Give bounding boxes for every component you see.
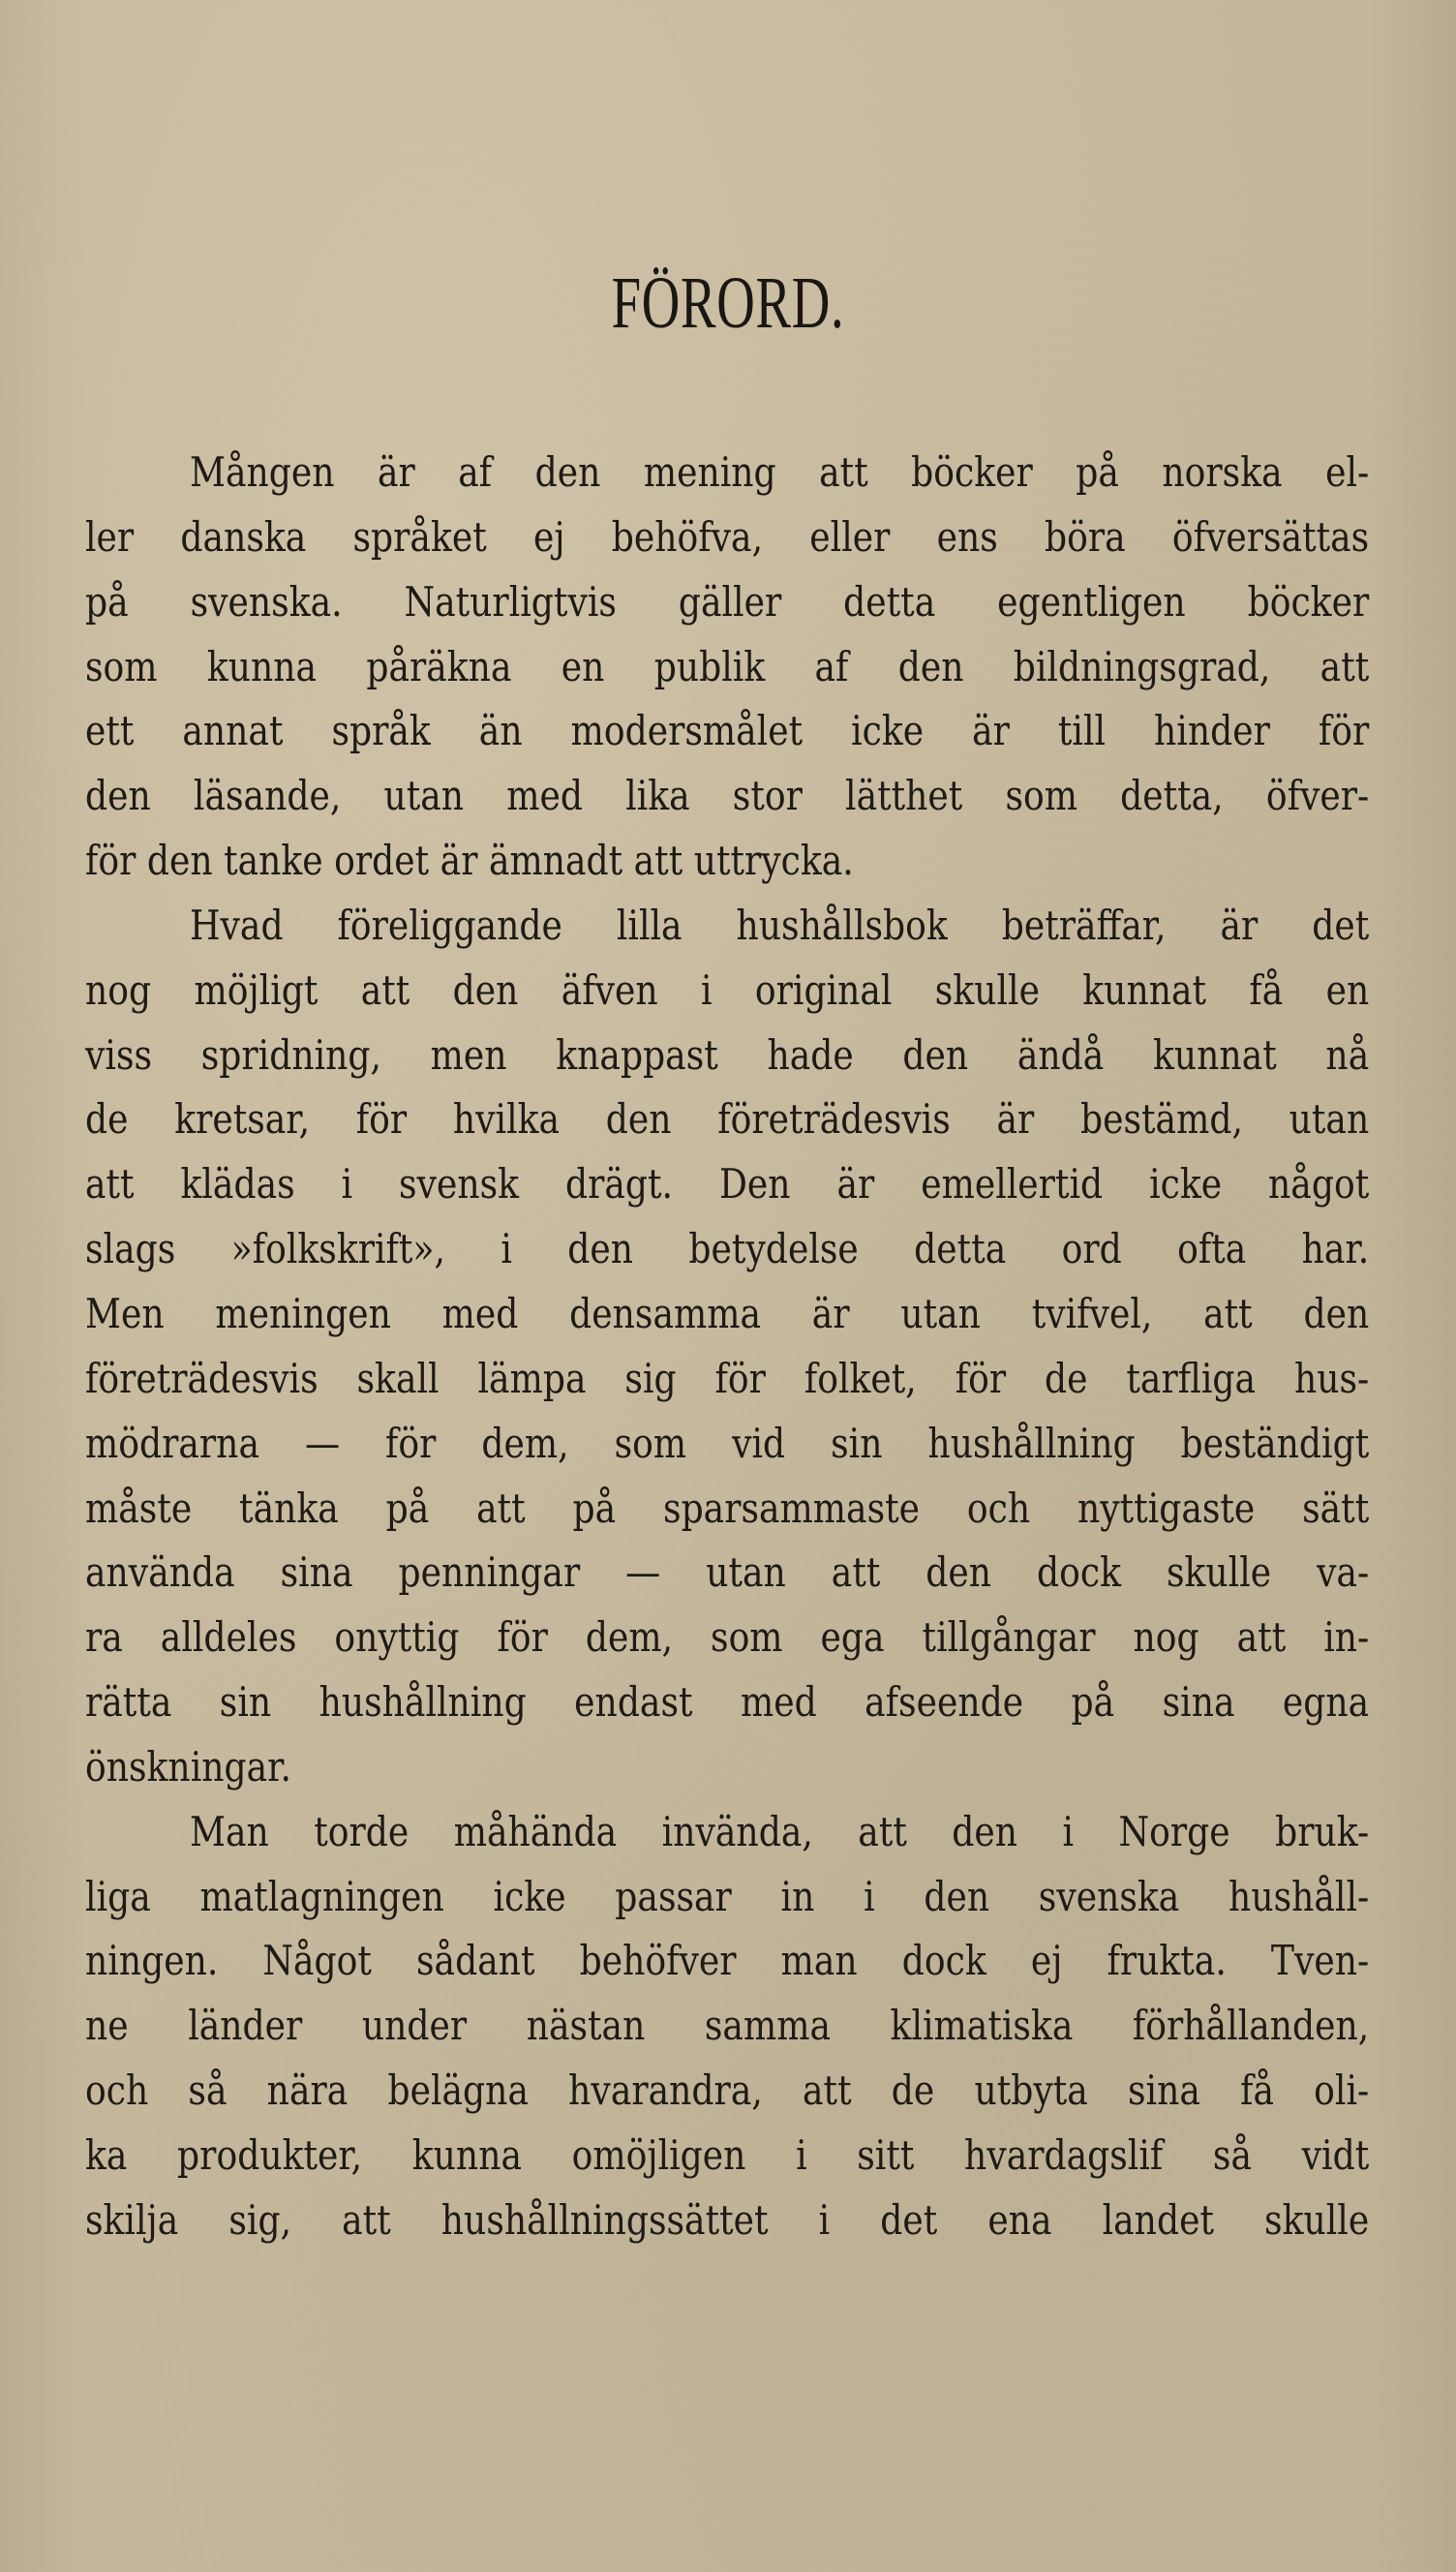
text-line: Mången är af den mening att böcker på norska el- bbox=[190, 448, 1370, 496]
text-line: ka produkter, kunna omöjligen i sitt hvardagslif så vidt bbox=[85, 2130, 1370, 2179]
text-line: att klädas i svensk drägt. Den är emellertid icke något bbox=[85, 1160, 1370, 1209]
text-line: rätta sin hushållning endast med afseende på sina egna bbox=[85, 1678, 1370, 1727]
text-line: använda sina penningar — utan att den dock skulle va- bbox=[85, 1548, 1370, 1597]
preface-body bbox=[85, 441, 1369, 2253]
text-line: ler danska språket ej behöfva, eller ens böra öfversättas bbox=[85, 512, 1370, 561]
text-line: företrädesvis skall lämpa sig för folket, för de tarfliga hus- bbox=[85, 1354, 1370, 1402]
text-line: de kretsar, för hvilka den företrädesvis är bestämd, utan bbox=[85, 1095, 1370, 1144]
text-line: och så nära belägna hvarandra, att de utbyta sina få oli- bbox=[85, 2067, 1370, 2115]
page-title: FÖRORD. bbox=[611, 262, 845, 344]
text-line: Man torde måhända invända, att den i Norge bruk- bbox=[190, 1807, 1370, 1855]
text-line: för den tanke ordet är ämnadt att uttrycka. bbox=[85, 837, 854, 885]
text-line: som kunna påräkna en publik af den bildningsgrad, att bbox=[85, 642, 1370, 690]
text-line: på svenska. Naturligtvis gäller detta egentligen böcker bbox=[85, 577, 1370, 626]
text-line: ra alldeles onyttig för dem, som ega tillgångar nog att in- bbox=[85, 1613, 1370, 1662]
text-line: viss spridning, men knappast hade den ändå kunnat nå bbox=[85, 1030, 1370, 1079]
text-line: nog möjligt att den äfven i original skulle kunnat få en bbox=[85, 965, 1370, 1014]
text-line: den läsande, utan med lika stor lätthet som detta, öfver- bbox=[85, 772, 1370, 820]
text-line: Hvad föreliggande lilla hushållsbok beträffar, är det bbox=[190, 901, 1370, 949]
text-line: mödrarna — för dem, som vid sin hushållning beständigt bbox=[85, 1419, 1370, 1467]
text-line: ett annat språk än modersmålet icke är till hinder för bbox=[85, 707, 1370, 755]
text-line: liga matlagningen icke passar in i den svenska hushåll- bbox=[85, 1872, 1370, 1920]
text-line: Men meningen med densamma är utan tvifvel, att den bbox=[85, 1289, 1370, 1337]
text-line: skilja sig, att hushållningssättet i det ena landet skulle bbox=[85, 2195, 1370, 2244]
text-line: önskningar. bbox=[85, 1742, 291, 1791]
text-line: slags »folkskrift», i den betydelse detta ord ofta har. bbox=[85, 1225, 1370, 1273]
text-line: ningen. Något sådant behöfver man dock ej frukta. Tven- bbox=[85, 1937, 1370, 1985]
text-line: måste tänka på att på sparsammaste och nyttigaste sätt bbox=[85, 1484, 1370, 1532]
text-line: ne länder under nästan samma klimatiska förhållanden, bbox=[85, 2002, 1370, 2050]
